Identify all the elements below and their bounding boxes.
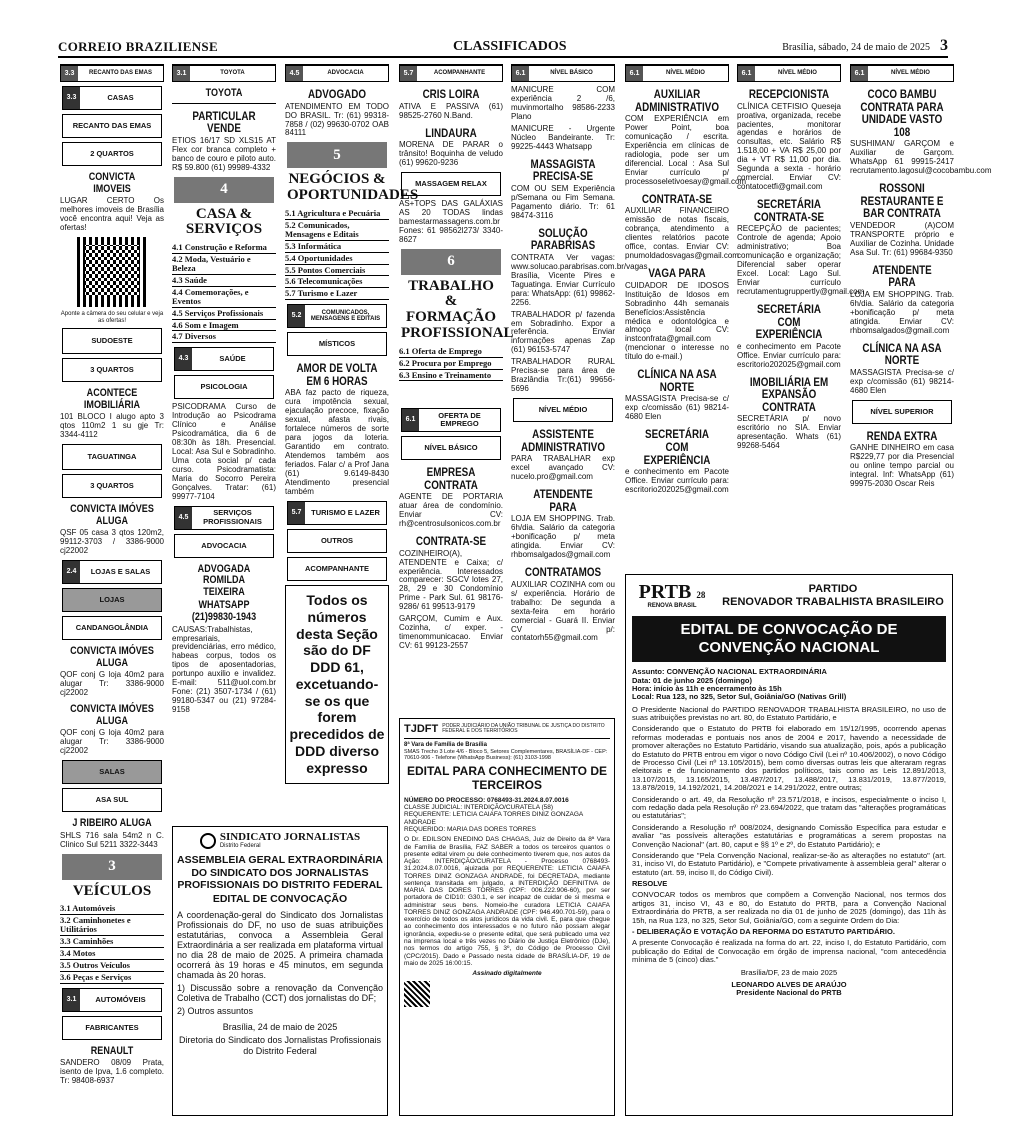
- section-index-negocios: 5.1 Agricultura e Pecuária 5.2 Comunicados, Mensagens e Editais 5.3 Informática 5.4 Oportunidades 5.5 Pontos Comerciais 5.6 Telecomunicações 5.7 Turismo e Lazer: [285, 208, 389, 300]
- tjdft-logo: TJDFT: [404, 723, 439, 735]
- classified-ad: AS+TOPS DAS GALÁXIAS AS 20 TODAS lindas bamestarmassagens.com.br Fones: 61 98562l273/ 3340-8627: [399, 198, 503, 244]
- classified-ad: CONTRATA-SE AUXILIAR FINANCEIRO emissão de notas fiscais, cobrança, atendimento a clientes relatórios pacote office, contas. Enviar CV: pnumoldadosvagas@gmail.com: [625, 191, 739, 261]
- agenda-item: 1) Discussão sobre a renovação da Convenção Coletiva de Trabalho (CCT) dos jornalistas do DF;: [177, 983, 383, 1004]
- notice-title: EDITAL PARA CONHECIMENTO DE TERCEIROS: [406, 764, 607, 793]
- column-3: [285, 64, 419, 817]
- tjdft-header: TJDFT PODER JUDICIÁRIO DA UNIÃO TRIBUNAL DE JUSTIÇA DO DISTRITO FEDERAL E DOS TERRITÓRIOS: [404, 723, 610, 739]
- classified-ad: COCO BAMBU CONTRATA PARA UNIDADE VASTO 108 SUSHIMAN/ GARÇOM e Auxiliar de Garçom. WhatsApp 61 99915-2417 recrutamento.lagosul@cocobambu.com: [850, 87, 992, 176]
- subcategory-sudoeste: SUDOESTE: [62, 328, 162, 354]
- notice-body: A coordenação-geral do Sindicato dos Jornalistas Profissionais do DF, no uso de suas atribuições estatutárias, convoca a Assembleia Geral Extraordinária a ser realizada em plataforma virtual no dia 28 de maio de 2025. A primeira chamada ocorrerá às 19 horas e 45 minutos, em segunda chamada às 20 horas.: [177, 909, 383, 981]
- brand-renault: RENAULT: [90, 1044, 134, 1057]
- subcategory-misticos: MÍSTICOS: [287, 332, 387, 356]
- classified-ad: ADVOGADA ROMILDA TEIXEIRA WHATSAPP (21)99830-1943 CAUSAS:Trabalhistas, empresariais, previdenciárias, erro médico, habeas corpus, todos os tipos de aposentadorias, portunpo auxilio e invalidez. E-mail: 511@uol.com.br Fone: (21) 3507-1734 / (61) 99180-5347 ou (21) 97284-9158: [172, 562, 276, 715]
- classified-ad: CLÍNICA NA ASA NORTE MASSAGISTA Precisa-se c/ exp c/comissão (61) 98214-4680 Elen: [850, 340, 954, 395]
- section-header: 5.7 ACOMPANHANTE: [399, 64, 503, 82]
- classified-ad: CONVICTA IMÓVES ALUGA QOF conj G loja 40m2 para alugar Tr: 3386-9000 cj22002: [60, 645, 164, 698]
- classified-ad: ATENDENTE PARA LOJA EM SHOPPING. Trab. 6h/dia. Salário da categoria +bonificação p/ meta atingida. Enviar CV: rhbomsalgados@gmail.com: [511, 487, 615, 560]
- notice-banner: EDITAL DE CONVOCAÇÃO DE CONVENÇÃO NACIONAL: [632, 616, 946, 662]
- subcategory-lojas: LOJAS: [62, 588, 162, 612]
- subcategory-recanto: RECANTO DAS EMAS: [62, 114, 162, 138]
- category-oferta-emprego: 6.1 OFERTA DE EMPREGO: [401, 408, 501, 432]
- prtb-header: PRTB 28 RENOVA BRASIL PARTIDO RENOVADOR TRABALHISTA BRASILEIRO: [632, 581, 946, 610]
- classified-ad: CONTRATAMOS AUXILIAR COZINHA com ou s/ experiência. Horário de trabalho: De segunda a sexta-feira em horário comercial - Guará II. Enviar CV p/: contatorh55@gmail.com: [511, 565, 615, 643]
- classified-ad: CONVICTA IMOVEIS LUGAR CERTO Os melhores imoveis de Brasília você encontra aqui! Veja as ofertas! Aponte a câmera do seu celular e veja as ofertas!: [60, 171, 164, 324]
- classified-ad: CONVICTA IMÓVES ALUGA QSF 05 casa 3 qtos 120m2, 99112-3703 / 3386-9000 cj22002: [60, 503, 164, 556]
- classified-ad: SOLUÇÃO PARABRISAS CONTRATA Ver vagas: www.solucao.parabrisas.com.br/vagas Brasília, Vicente Pires e Taguatinga. Enviar Currículo para: WhatsApp: (61) 99862-2256.: [511, 225, 648, 307]
- section-index-trabalho: 6.1 Oferta de Emprego 6.2 Procura por Emprego 6.3 Ensino e Treinamento: [399, 346, 503, 382]
- classified-ad: TRABALHADOR RURAL Precisa-se para área de Brazlândia Tr:(61) 99656-5696: [511, 357, 615, 394]
- classified-ad: EMPRESA CONTRATA AGENTE DE PORTARIA atuar área de condomínio. Enviar CV: rh@centrosulsonicos.com.br: [399, 465, 503, 529]
- subcategory-acompanhante: ACOMPANHANTE: [287, 557, 387, 581]
- column-5: [511, 64, 648, 719]
- subcategory-advocacia: ADVOCACIA: [174, 534, 274, 558]
- classified-ad: PARTICULAR VENDE ETIOS 16/17 SD XLS15 AT Flex cor branca completo + banco de couro e piloto auto. R$ 59.800 (61) 99989-4332: [172, 108, 276, 172]
- section-title: CLASSIFICADOS: [453, 39, 567, 54]
- masthead: [58, 36, 948, 58]
- notice-date: Brasília, 24 de maio de 2025: [222, 1022, 338, 1033]
- subcategory-nivel-superior: NÍVEL SUPERIOR: [852, 400, 952, 424]
- classified-ad: CONVICTA IMÓVES ALUGA QOF conj G loja 40m2 para alugar Tr: 3386-9000 cj22002: [60, 703, 164, 756]
- classified-ad: CLÍNICA NA ASA NORTE MASSAGISTA Precisa-se c/ exp c/comissão (61) 98214-4680 Elen: [625, 367, 729, 422]
- column-8: [850, 64, 992, 569]
- section-header: 3.3 RECANTO DAS EMAS: [60, 64, 164, 82]
- category-servicos-profissionais: 4.5 SERVIÇOS PROFISSIONAIS: [174, 506, 274, 530]
- classified-ad: PSICODRAMA Curso de Introdução ao Psicodrama Clínico e Análise Psicodramática, dia 6 de 08:30h às 18h. Presencial. Local: Asa Sul e Sobradinho. Uma cota social p/ cada curso. Psicodramatista: Maria do Socorro Pereira Gonçalves. Tratar: (61) 99977-7104: [172, 402, 276, 501]
- classified-ad: MASSAGISTA PRECISA-SE COM OU SEM Experiência p/Semana ou Fim Semana. Pagamento diário. Tr: 61 98474-3116: [511, 156, 615, 220]
- section-header: 4.5 ADVOCACIA: [285, 64, 389, 82]
- notice-subtitle: EDITAL DE CONVOCAÇÃO: [212, 892, 348, 905]
- column-7: [737, 64, 865, 569]
- qr-code-image: [77, 237, 147, 307]
- classified-ad: ACONTECE IMOBILIÁRIA 101 BLOCO I alugo apto 3 qtos 110m2 1 su gje Tr: 3344-4112: [60, 387, 164, 440]
- notice-title: ASSEMBLEIA GERAL EXTRAORDINÁRIA DO SINDICATO DOS JORNALISTAS PROFISSIONAIS DO DISTRITO FEDERAL: [177, 854, 383, 892]
- subcategory-fabricantes: FABRICANTES: [62, 1016, 162, 1040]
- classified-ad: GARÇOM, Cumim e Aux. Cozinha, c/ exper. - timenommunicacao. Enviar CV: 61 99123-2557: [399, 614, 503, 651]
- section-header: 3.1 TOYOTA: [172, 64, 276, 82]
- issue-date: Brasília, sábado, 24 de maio de 2025: [782, 42, 930, 53]
- logo-icon: [200, 833, 216, 849]
- category-saude: 4.3 SAÚDE: [174, 347, 274, 371]
- category-automoveis: 3.1 AUTOMÓVEIS: [62, 988, 162, 1012]
- newspaper-name: CORREIO BRAZILIENSE: [58, 39, 218, 54]
- classified-ad: MANICURE - Urgente Núcleo Bandeirante. Tr: 99225-4443 Whatsapp: [511, 123, 615, 151]
- category-lojas-salas: 2.4 LOJAS E SALAS: [62, 560, 162, 584]
- notice-tjdft: TJDFT PODER JUDICIÁRIO DA UNIÃO TRIBUNAL DE JUSTIÇA DO DISTRITO FEDERAL E DOS TERRITÓRIOS 8ª Vara de Família de Brasília SMAS Trecho 3 Lote 4/6 - Bloco 5, Setores Complementares, BRASÍLIA-DF - CEP: 70610-906 - Telefone (WhatsApp Business): (61) 3103-1998 EDITAL PARA CONHECIMENTO DE TERCEIROS NÚMERO DO PROCESSO: 0768493-31.2024.8.07.0016 CLASSE JUDICIAL: INTERDIÇÃO/CURATELA (58) REQUERENTE: LETICIA CAIAFA TORRES DINIZ GONZAGA ANDRADE REQUERIDO: MARIA DAS DORES TORRES O Dr. EDILSON ENEDINO DAS CHAGAS, Juiz de Direito da 8ª Vara de Família de Brasília, FAZ SABER a todos os terceiros quantos o presente edital virem ou dele conhecimento tiverem que, nos autos da Ação: INTERDIÇÃO/CURATELA - Processo 0768493-31.2024.8.07.0016, ajuizada por REQUERENTE: LETICIA CAIAFA TORRES DINIZ GONZAGA ANDRADE, foi DECRETADA, mediante sentença transitada em julgado, a INTERDIÇÃO DEFINITIVA de MARIA DAS DORES TORRES (CPF: 006.222.906-60), por ser portadora de CID10: G30.1, e ser incapaz de cuidar de si mesma e administrar seus bens. Nomeio-lhe curadora LETICIA CAIAFA TORRES DINIZ GONZAGA ANDRADE (CPF: 946.490.701-59), para o exercício de todos os atos jurídicos da vida civil. E, para que chegue ao conhecimento dos interessados e no futuro não possam alegar ignorância, expediu-se o presente edital, que será publicado uma vez na imprensa local e três vezes no Diário de Justiça Eletrônico (DJe), nos termos do artigo 755, § 3º, do Código de Processo Civil (CPC/2015). Dado e Passado nesta cidade de BRASÍLIA-DF, 19 de maio de 2025 16:00:15. Assinado digitalmente: [399, 718, 615, 1116]
- category-casas: 3.3 CASAS: [62, 86, 162, 110]
- classified-ad: MANICURE COM experiência 2 /6, muvinmortalho 98586-2233 Plano: [511, 85, 615, 121]
- notice-signature: LEONARDO ALVES DE ARAÚJO: [731, 980, 847, 989]
- column-4: [399, 64, 514, 394]
- classified-ad: SANDERO 08/09 Prata, isento de Ipva, 1.6 completo. Tr: 98408-6937: [60, 1058, 164, 1086]
- classified-ad: ATENDENTE PARA LOJA EM SHOPPING. Trab. 6h/dia. Salário da categoria +bonificação p/ meta atingida. Enviar CV: rhbomsalgados@gmail.com: [850, 262, 954, 335]
- subcategory-massagem: MASSAGEM RELAX: [401, 172, 501, 196]
- subcategory-2-quartos: 2 QUARTOS: [62, 142, 162, 166]
- subcategory-psicologia: PSICOLOGIA: [174, 375, 274, 399]
- section-header: 6.1 NÍVEL MÉDIO: [737, 64, 841, 82]
- notice-prtb: PRTB 28 RENOVA BRASIL PARTIDO RENOVADOR TRABALHISTA BRASILEIRO EDITAL DE CONVOCAÇÃO DE CONVENÇÃO NACIONAL Assunto: CONVENÇÃO NACIONAL EXTRAORDINÁRIA Data: 01 de junho 2025 (domingo) Hora: início às 11h e encerramento às 15h Local: Rua 123, no 325, Setor Sul, Goiânia/GO (Nativas Grill) O Presidente Nacional do PARTIDO RENOVADOR TRABALHISTA BRASILEIRO, no uso de suas atribuições previstas no art. 80, do Estatuto Partidário, e Considerando que o Estatuto do PRTB foi elaborado em 15/12/1995, ocorrendo apenas reformas moderadas e pontuais nos anos de 2004 e 2017, havendo a necessidade de promover alterações no Estatuto Partidário, visando sua atualização, pois, após a publicação do Estatuto do PRTB entrou em vigor o novo Código Civil (Lei nº 10.406/2002), o novo Código de Processo Civil (Lei nº 13.105/2015), bem como diversas outras leis que alteraram regras eleitorais e de funcionamento dos partidos políticos, tais como as Leis 12.891/2013, 13.107/2015, 13.165/2015, 13.487/2017, 13.488/2017, 13.831/2019, 13.877/2019, 13.878/2019, 14.192/2021, 14.208/2021 e 14.291/2022, entre outras; Considerando o art. 49, da Resolução nº 23.571/2018, e incisos, especialmente o inciso I, com redação dada pela Resolução nº 23.694/2022, que tratam das "alterações programáticas ou estatutárias"; Considerando a Resolução nº 008/2024, designando Comissão Específica para estudar e avaliar "as possíveis alterações estatutárias e programáticas a serem propostas na Convenção Nacional" (art. 80, caput e §§ 1º e 2º, do Estatuto Partidário); e Considerando que "Pela Convenção Nacional, realizar-se-ão as alterações no estatuto" (art. 31, inciso VI, do Estatuto Partidário), e "Compete privativamente à assembleia geral" alterar o estatuto (art. 59, inciso II, do Código Civil). RESOLVE CONVOCAR todos os membros que compõem a Convenção Nacional, nos termos dos artigos 31, inciso VI, 43 e 80, do Estatuto do PRTB, para a Convenção Nacional Extraordinária do PRTB, a ser realizada no dia 01 de junho de 2025 (domingo), das 11h às 15h, na Rua 123, no 325, Setor Sul, Goiânia/GO, com a seguinte Ordem do Dia: - DELIBERAÇÃO E VOTAÇÃO DA REFORMA DO ESTATUTO PARTIDÁRIO. A presente Convocação é realizada na forma do art. 22, inciso I, do Estatuto Partidário, com publicação do Edital de Convocação em órgão de imprensa nacional, "com antecedência mínima de 5 (cinco) dias." Brasília/DF, 23 de maio 2025 LEONARDO ALVES DE ARAÚJO Presidente Nacional do PRTB: [625, 574, 953, 1116]
- classified-ad: ASSISTENTE ADMINISTRATIVO PARA TRABALHAR exp excel avançado CV: nucelo.pro@gmail.com: [511, 427, 615, 482]
- agenda-item: 2) Outros assuntos: [177, 1006, 254, 1017]
- notice-ddd: Todos os números desta Seção são do DF DDD 61, excetuando-se os que forem precedidos de DDD diverso expresso: [285, 585, 389, 784]
- section-header: 6.1 NÍVEL BÁSICO: [511, 64, 615, 82]
- sindicato-logo: SINDICATO JORNALISTAS Distrito Federal: [177, 831, 383, 850]
- page-number: 3: [940, 37, 948, 54]
- classified-ad: SECRETÁRIA CONTRATA-SE RECEPÇÃO de pacientes; Controle de agenda; Apoio administrativo; Boa comunicação e organização; Diferencial saber operar Excel. Local: Lago Sul. Enviar currículo recrutamentugruppertly@gmail.com: [737, 197, 865, 296]
- subcategory-candangolandia: CANDANGOLÂNDIA: [62, 616, 162, 640]
- column-6: [625, 64, 747, 569]
- classified-ad: VAGA PARA CUIDADOR DE IDOSOS Instituição de Idosos em Sobradinho 44h semanais Benefícios:Assistência médica e odontológica e almoço local CV: instconfrata@gmail.com (mencionar o interesse no título do e-mail.): [625, 266, 729, 362]
- section-trabalho: 6 TRABALHO & FORMAÇÃO PROFISSIONAL: [401, 249, 501, 342]
- section-header: 6.1 NÍVEL MÉDIO: [850, 64, 954, 82]
- classified-ad: RENDA EXTRA GANHE DINHEIRO em casa R$229,77 por dia Presencial ou online tempo parcial ou integral. Inf: WhatsApp (61) 99975-2030 Oscar Reis: [850, 428, 954, 489]
- classified-ad: RECEPCIONISTA CLÍNICA CETFISIO Queseja proativa, organizada, recebe pacientes, monitorar agendas e horários de consultas, etc. Salário R$ 1.518,00 + VA R$ 25,00 por dia + VT R$ 11,00 por dia. Segunda a sexta - horário comercial. Enviar CV: contatocetfi@gmail.com: [737, 87, 841, 192]
- classified-ad: J RIBEIRO ALUGA SHLS 716 sala 54m2 n C. Clinico Sul 5211 3322-3443: [60, 817, 164, 849]
- section-index-casa: 4.1 Construção e Reforma 4.2 Moda, Vestuário e Beleza 4.3 Saúde 4.4 Comemorações, e Eventos 4.5 Serviços Profissionais 4.6 Som e Imagem 4.7 Diversos: [172, 242, 276, 343]
- classified-ad: CRIS LOIRA ATIVA E PASSIVA (61) 98525-2760 N.Band.: [399, 87, 503, 120]
- brand-toyota: TOYOTA: [205, 87, 243, 99]
- classified-ad: SECRETÁRIA COM EXPERIÊNCIA e conhecimento em Pacote Office. Enviar currículo para: escritorio202025@gmail.com: [737, 301, 841, 369]
- category-comunicados: 5.2 COMUNICADOS, MENSAGENS E EDITAIS: [287, 304, 387, 328]
- prtb-logo: PRTB 28 RENOVA BRASIL: [638, 581, 706, 610]
- notice-body: O Dr. EDILSON ENEDINO DAS CHAGAS, Juiz de Direito da 8ª Vara de Família de Brasília, FAZ SABER a todos os terceiros quantos o presente edital virem ou dele conhecimento tiverem que, nos autos da Ação: INTERDIÇÃO/CURATELA - Processo 0768493-31.2024.8.07.0016, ajuizada por REQUERENTE: LETICIA CAIAFA TORRES DINIZ GONZAGA ANDRADE, foi DECRETADA, mediante sentença transitada em julgado, a INTERDIÇÃO DEFINITIVA de MARIA DAS DORES TORRES (CPF: 006.222.906-60), por ser portadora de CID10: G30.1, e ser incapaz de cuidar de si mesma e administrar seus bens. Nomeio-lhe curadora LETICIA CAIAFA TORRES DINIZ GONZAGA ANDRADE (CPF: 946.490.701-59), para o exercício de todos os atos jurídicos da vida civil. E, para que chegue ao conhecimento dos interessados e no futuro não possam alegar ignorância, expediu-se o presente edital, que será publicado uma vez na imprensa local e três vezes no Diário de Justiça Eletrônico (DJe), nos termos do artigo 755, § 3º, do Código de Processo Civil (CPC/2015). Dado e Passado nesta cidade de BRASÍLIA-DF, 19 de maio de 2025 16:00:15.: [404, 836, 610, 967]
- classified-ad: CONTRATA-SE COZINHEIRO(A), ATENDENTE e Caixa; c/ experiência. Interessados comparecer: SGCV lotes 27, 28, 29 e 30 Condomínio Prime - Park Sul. 61 98176-9286/ 61 99513-9179: [399, 534, 503, 612]
- section-header: 6.1 NÍVEL MÉDIO: [625, 64, 729, 82]
- subcategory-3-quartos: 3 QUARTOS: [62, 358, 162, 382]
- column-1: [60, 64, 164, 1128]
- qr-code-image: [404, 981, 430, 1007]
- classified-ad: AMOR DE VOLTA EM 6 HORAS ABA faz pacto de riqueza, cura impotência sexual, ejaculação precoce, fixação sexual, afasta rivais, fortalece números de sorte para jogos da loteria. Garantido em contrato. Atendemos também aos feriados. Falar c/ a Prof Jana (61) 9.6149-8430 Atendimento presencial também: [285, 361, 389, 496]
- category-turismo: 5.7 TURISMO E LAZER: [287, 501, 387, 525]
- section-negocios: 5 NEGÓCIOS & OPORTUNIDADES: [287, 142, 387, 204]
- subcategory-outros: OUTROS: [287, 529, 387, 553]
- notice-date: Brasília/DF, 23 de maio 2025: [740, 967, 838, 977]
- subcategory-3-quartos: 3 QUARTOS: [62, 474, 162, 498]
- subcategory-nivel-medio: NÍVEL MÉDIO: [513, 398, 613, 422]
- classified-ad: LINDAURA MORENA DE PARAR o trânsito! Boquinha de veludo (61) 99620-9236: [399, 125, 503, 167]
- notice-sindicato: [172, 826, 388, 1116]
- classified-ad: AUXILIAR ADMINISTRATIVO COM EXPERIÊNCIA em Power Point, boa comunicação / escrita. Experiência em clínicas de radiologia, pode ser um diferencial. Local : Asa Sul Enviar currículo p/ processoseletivoesay@gmail.com: [625, 87, 747, 186]
- notice-signature: Diretoria do Sindicato dos Jornalistas Profissionais do Distrito Federal: [178, 1035, 382, 1056]
- classified-ad: SECRETÁRIA COM EXPERIÊNCIA e conhecimento em Pacote Office. Enviar currículo para: escritorio202025@gmail.com: [625, 427, 729, 495]
- subcategory-taguatinga: TAGUATINGA: [62, 444, 162, 470]
- section-index-veiculos: 3.1 Automóveis 3.2 Caminhonetes e Utilitários 3.3 Caminhões 3.4 Motos 3.5 Outros Veículos 3.6 Peças e Serviços: [60, 903, 164, 983]
- column-4-lower: [399, 404, 503, 694]
- classified-ad: ADVOGADO ATENDIMENTO EM TODO DO BRASIL. Tr: (61) 99318-7858 / (02) 99630-0702 OAB 84111: [285, 87, 389, 138]
- classified-ad: TRABALHADOR p/ fazenda em Sobradinho. Expor a referência. Enviar informações apenas Zap (61) 96153-5747: [511, 309, 615, 355]
- classified-ad: IMOBILIÁRIA EM EXPANSÃO CONTRATA SECRETÁRIA p/ novo escritório no SIA. Enviar apresentação. Whats (61) 99268-5464: [737, 374, 841, 451]
- subcategory-asa-sul: ASA SUL: [62, 788, 162, 812]
- section-casa-servicos: 4 CASA & SERVIÇOS: [174, 177, 274, 239]
- section-veiculos: 3 VEÍCULOS: [62, 854, 162, 900]
- subcategory-nivel-basico: NÍVEL BÁSICO: [401, 436, 501, 460]
- column-2: [172, 64, 276, 817]
- classified-ad: ROSSONI RESTAURANTE E BAR CONTRATA VENDEDOR (A)COM TRANSPORTE próprio e Auxiliar de Cozinha. Unidade Asa Sul. Tr: (61) 99684-9350: [850, 181, 954, 257]
- subcategory-salas: SALAS: [62, 760, 162, 784]
